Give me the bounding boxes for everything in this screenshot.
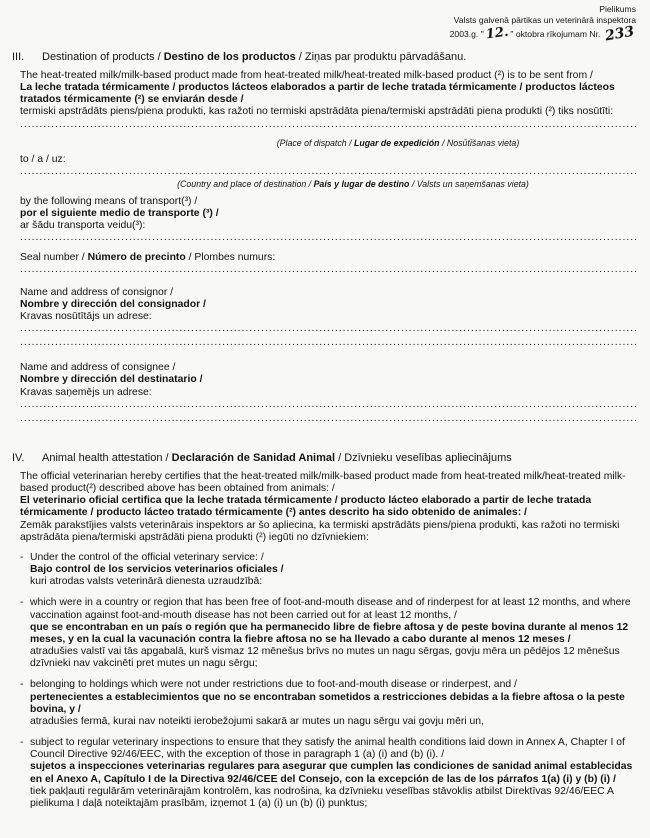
destination-note-lv: / Valsts un saņemšanas vieta)	[409, 179, 529, 190]
item-text-lv: atradušies fermā, kurai nav noteikti ierobežojumi sakarā ar mutes un nagu sērgu vai govju mēri un,	[30, 715, 484, 727]
transport-paragraph	[10, 196, 636, 245]
item-text-es: que se encontraban en un país o región que ha permanecido libre de fiebre aftosa y de peste bovina durante al menos 12 meses, y en la cual la vacunación contra la fiebre aftosa no se ha llevado a cabo durante al menos 12 meses /	[30, 621, 629, 645]
transport-text-en: by the following means of transport(³) /	[20, 195, 198, 207]
section-iii-title-es: Destino de los productos	[163, 50, 296, 63]
dispatch-note-lv: / Nosūtīšanas vieta)	[439, 137, 520, 148]
seal-number-line	[10, 252, 636, 276]
section-iv-title	[42, 452, 636, 465]
section-iii-number: III.	[12, 50, 25, 63]
item-text-es: pertenecientes a establecimientos que no se encontraban sometidos a restricciones debidas a la fiebre aftosa o la peste bovina, y /	[30, 691, 625, 715]
annex-title: Pielikums	[599, 4, 636, 14]
dash-marker: -	[20, 597, 24, 609]
item-text-lv: atradušies valstī vai tās apgabalā, kurš vismaz 12 mēnešus brīvs no mutes un nagu sērgas, govju mēra un pēdējos 12 mēnešus dzīvnieki nav vakcinēti pret mutes un nagu sērgu;	[30, 646, 620, 670]
dispatch-note	[10, 138, 636, 148]
dash-marker: -	[20, 551, 24, 563]
section-iii-title-en: Destination of products /	[42, 50, 164, 63]
section-iii-heading	[10, 51, 636, 64]
seal-label-es: Número de precinto	[87, 252, 186, 264]
dotted-blank	[20, 232, 636, 243]
dispatch-text-en: The heat-treated milk/milk-based product made from heat-treated milk/heat-treated milk-based product (²) is to be sent from /	[20, 69, 593, 81]
destination-fill-line	[10, 154, 636, 178]
annex-authority: Valsts galvenā pārtikas un veterinārā inspektora	[453, 14, 636, 25]
consignee-block	[10, 362, 636, 426]
handwritten-order-number: 233	[603, 24, 636, 45]
attestation-intro-es: El veterinario oficial certifica que la leche tratada térmicamente / producto lácteo elaborado a partir de leche tratada térmicamente / producto lácteo tratado térmicamente (²) antes descrito ha sido obtenido de animales: /	[20, 495, 592, 519]
section-iv-title-lv: / Dzīvnieku veselības apliecinājums	[335, 452, 512, 464]
attestation-item-control	[10, 552, 636, 589]
attestation-intro-en: The official veterinarian hereby certifies that the heat-treated milk/milk-based product made from heat-treated milk/heat-treated milk-based product(²) described above has been obtained from animals: /	[20, 470, 626, 495]
attestation-item-body	[30, 552, 636, 589]
consignee-label-es: Nombre y dirección del destinatario /	[20, 374, 203, 386]
section-iv-heading	[10, 452, 636, 465]
dotted-blank	[20, 264, 636, 275]
dispatch-text-es: La leche tratada térmicamente / productos lácteos elaborados a partir de leche tratada térmicamente / productos lácteos tratados térmicamente (²) se enviarán desde /	[20, 82, 615, 106]
attestation-item-body	[30, 737, 636, 810]
attestation-intro-lv: Zemāk parakstījies valsts veterinārais inspektors ar šo apliecina, ka termiski apstrādāts piens/piena produkti, kas ražoti no termiski apstrādāta piena/termiski apstrādāti piena produkti (²) iegūti no dzīvniekiem:	[20, 519, 620, 543]
consignor-fill-line	[20, 311, 636, 335]
dash-marker: -	[20, 737, 24, 749]
item-text-en: Under the control of the official veterinary service: /	[30, 551, 264, 563]
consignor-extra-line	[20, 337, 636, 350]
dispatch-fill-line	[20, 106, 636, 130]
attestation-item-inspections	[10, 737, 636, 810]
destination-note-en: (Country and place of destination /	[177, 179, 314, 190]
seal-label-en: Seal number /	[20, 252, 88, 264]
item-text-en: belonging to holdings which were not under restrictions due to foot-and-mouth disease or rinderpest, and /	[30, 679, 517, 691]
attestation-intro	[10, 471, 636, 544]
item-text-es: Bajo control de los servicios veterinarios oficiales /	[30, 564, 284, 576]
item-text-es: sujetos a inspecciones veterinarias regulares para asegurar que cumplen las condiciones de sanidad animal establecidas en el Anexo A, Capítulo I de la Directiva 92/46/CEE del Consejo, con la excepción de las de los párrafos 1(a) (i) y (b) (i) /	[30, 761, 633, 785]
item-text-en: subject to regular veterinary inspections to ensure that they satisfy the animal health conditions laid down in Annex A, Chapter I of Council Directive 92/46/EEC, with the exception of those in paragraph 1 (a) (i) and (b) (i). /	[30, 737, 625, 761]
dotted-blank	[20, 166, 636, 177]
destination-note	[10, 179, 636, 189]
transport-text-lv: ar šādu transporta veidu(³):	[20, 219, 146, 231]
dotted-blank	[20, 323, 636, 334]
dispatch-paragraph	[10, 70, 636, 131]
dispatch-note-en: (Place of dispatch /	[276, 137, 354, 148]
dispatch-text-lv: termiski apstrādāts piens/piena produkti, kas ražoti no termiski apstrādāta piena/termiski apstrādāti piena produkti (²) tiks nosūtīti:	[20, 106, 614, 118]
dotted-blank	[20, 399, 636, 410]
order-date-suffix: " oktobra rīkojumam Nr.	[510, 29, 601, 40]
consignee-extra-line	[20, 413, 636, 426]
dash-marker: -	[20, 679, 24, 691]
transport-text-es: por el siguiente medio de transporte (³) /	[20, 207, 219, 219]
attestation-item-holdings	[10, 679, 636, 728]
consignee-fill-line	[20, 387, 636, 411]
consignor-label-lv: Kravas nosūtītājs un adrese:	[20, 310, 152, 322]
annex-header	[10, 4, 636, 43]
section-iv-number: IV.	[12, 452, 25, 464]
consignor-block	[10, 287, 636, 351]
annex-order-line	[10, 25, 636, 43]
destination-label: to / a / uz:	[20, 153, 66, 165]
destination-note-es: País y lugar de destino	[313, 179, 410, 190]
section-iv-title-en: Animal health attestation /	[42, 452, 172, 464]
attestation-item-country-free	[10, 597, 636, 670]
dotted-blank	[20, 119, 636, 130]
section-iii-title-lv: / Ziņas par produktu pārvadāšanu.	[295, 50, 467, 63]
item-text-lv: kuri atrodas valsts veterinārā dienesta uzraudzībā:	[30, 576, 263, 588]
attestation-item-body	[30, 679, 636, 728]
section-iv-title-es: Declaración de Sanidad Animal	[171, 452, 336, 464]
item-text-lv: tiek pakļauti regulārām veterinārajām kontrolēm, kas nodrošina, ka dzīvnieku veselības stāvoklis atbilst Direktīvas 92/46/EEC A pielikuma I daļā noteiktajām prasībām, izņemot 1 (a) (i) un (b) (i) punktus;	[30, 785, 614, 809]
dispatch-note-es: Lugar de expedición	[354, 137, 440, 148]
order-date-prefix: 2003.g. "	[449, 29, 484, 40]
consignor-label-es: Nombre y dirección del consignador /	[20, 298, 206, 310]
section-iii-title	[42, 51, 636, 64]
seal-label-lv: / Plombes numurs:	[185, 252, 276, 264]
consignee-label-en: Name and address of consignee /	[20, 362, 176, 374]
item-text-en: which were in a country or region that has been free of foot-and-mouth disease and of rinderpest for at least 12 months, and where vaccination against foot-and-mouth disease has not been carried out for at least 12 months, /	[30, 597, 631, 621]
attestation-item-body	[30, 597, 636, 670]
consignee-label-lv: Kravas saņemējs un adrese:	[20, 386, 152, 398]
transport-fill-line	[20, 220, 636, 244]
handwritten-day: 12.	[484, 25, 510, 43]
consignor-label-en: Name and address of consignor /	[20, 286, 174, 298]
